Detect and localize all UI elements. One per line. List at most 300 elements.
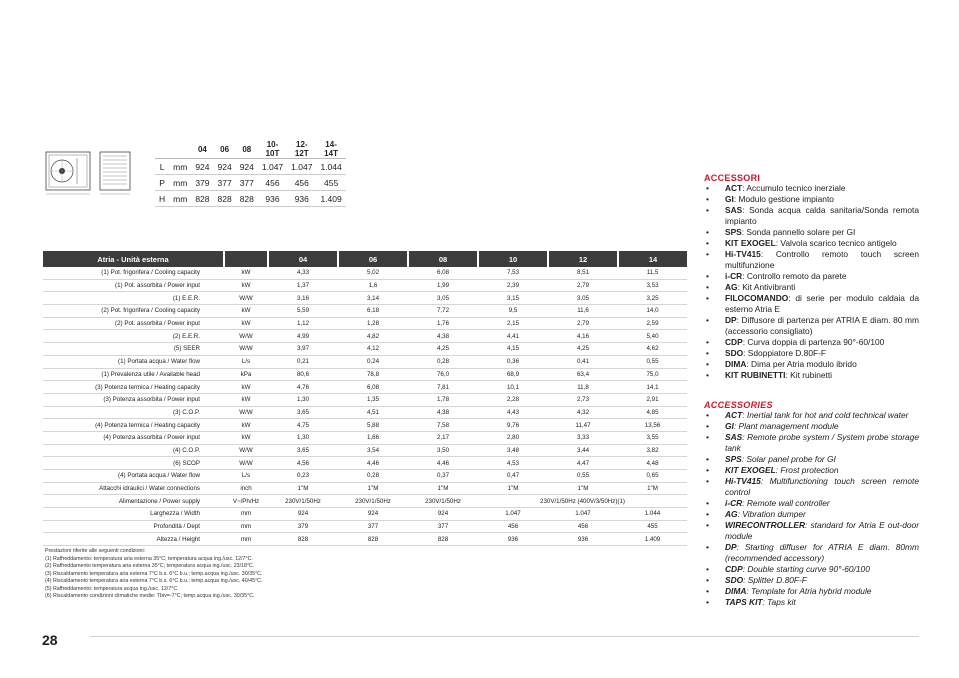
table-cell: 455 — [618, 520, 687, 533]
table-cell: 828 — [214, 191, 236, 207]
table-cell: 4,75 — [268, 419, 338, 432]
item-code: KIT EXOGEL — [725, 238, 776, 248]
table-cell: 4,46 — [338, 457, 408, 470]
table-cell: 924 — [408, 508, 478, 521]
table-cell: 1"M — [478, 482, 548, 495]
row-unit: mm — [224, 520, 268, 533]
table-cell: 1,37 — [268, 279, 338, 292]
table-cell: 1.047 — [548, 508, 618, 521]
table-row — [43, 457, 687, 470]
table-row — [43, 444, 687, 457]
table-cell: 4,33 — [268, 267, 338, 279]
table-cell: 80,6 — [268, 368, 338, 381]
dimensions-table — [155, 140, 346, 207]
table-cell: 3,55 — [618, 431, 687, 444]
table-cell: 0,47 — [478, 470, 548, 483]
table-cell: 2,28 — [478, 393, 548, 406]
table-cell: 0,28 — [338, 470, 408, 483]
table-cell: 1"M — [268, 482, 338, 495]
item-code: WIRECONTROLLER — [725, 520, 806, 530]
row-unit: kW — [224, 431, 268, 444]
item-code: TAPS KIT — [725, 597, 763, 607]
table-cell: 3,15 — [478, 292, 548, 305]
column-header: 04 — [268, 251, 338, 267]
list-item — [704, 238, 919, 249]
list-item — [704, 498, 919, 509]
table-cell: 4,62 — [618, 343, 687, 356]
list-item — [704, 359, 919, 370]
row-unit: mm — [224, 508, 268, 521]
table-cell: 4,99 — [268, 330, 338, 343]
row-unit: mm — [169, 191, 191, 207]
table-row — [43, 393, 687, 406]
table-cell: 0,65 — [618, 470, 687, 483]
table-row — [43, 470, 687, 483]
column-header: 08 — [236, 140, 258, 159]
table-row — [43, 381, 687, 394]
item-text: : di serie per modulo caldaia da esterno Atria E — [725, 293, 919, 314]
table-cell: 4,38 — [408, 406, 478, 419]
row-label: (1) Prevalenza utile / Available head — [43, 368, 224, 381]
row-label: (1) E.E.R. — [43, 292, 224, 305]
table-cell: 75,0 — [618, 368, 687, 381]
row-unit: V~/Ph/Hz — [224, 495, 268, 508]
note-line: (4) Riscaldamento temperatura aria esterna 7°C b.s. 6°C b.u.; temp.acqua ing./usc. 40/45°C. — [45, 578, 263, 584]
item-text: : Frost protection — [775, 465, 839, 475]
table-cell: 3,54 — [338, 444, 408, 457]
item-code: i-CR — [725, 498, 743, 508]
item-code: DP — [725, 542, 737, 552]
list-item — [704, 249, 919, 271]
table-cell: 7,81 — [408, 381, 478, 394]
row-label: Profondità / Dept — [43, 520, 224, 533]
list-item — [704, 476, 919, 498]
table-cell: 3,82 — [618, 444, 687, 457]
row-label: (2) Pot. assorbita / Power input — [43, 317, 224, 330]
table-cell: 0,23 — [268, 470, 338, 483]
table-cell: 1,30 — [268, 431, 338, 444]
table-cell: 230V/1/50Hz — [338, 495, 408, 508]
outdoor-unit-drawing-icon — [45, 150, 135, 198]
row-unit: mm — [169, 175, 191, 191]
item-code: ACT — [725, 410, 743, 420]
note-line: (1) Raffreddamento: temperatura aria esterna 35°C; temperatura acqua ing./usc. 12/7°C. — [45, 555, 253, 562]
row-label: (4) Portata acqua / Water flow — [43, 470, 224, 483]
list-item — [704, 205, 919, 227]
table-cell: 4,15 — [478, 343, 548, 356]
item-code: Hi-TV415 — [725, 249, 761, 259]
page-divider — [90, 636, 919, 637]
table-cell: 7,72 — [408, 305, 478, 318]
list-item — [704, 597, 919, 608]
item-text: : Controllo remoto touch screen multifunzione — [725, 249, 919, 270]
item-text: : Inertial tank for hot and cold technical water — [742, 410, 909, 420]
item-text: : Valvola scarico tecnico antigelo — [775, 238, 897, 248]
row-label: P — [155, 175, 169, 191]
item-text: : Multifunctioning touch screen remote control — [725, 476, 919, 497]
table-cell: 1.044 — [316, 159, 345, 175]
list-item — [704, 586, 919, 597]
row-unit: mm — [169, 159, 191, 175]
item-text: : Kit Antivibranti — [737, 282, 796, 292]
item-code: GI — [725, 194, 734, 204]
table-cell: 1"M — [618, 482, 687, 495]
table-cell: 828 — [408, 533, 478, 546]
row-unit: L/s — [224, 355, 268, 368]
item-code: KIT RUBINETTI — [725, 370, 786, 380]
row-label: (1) Pot. assorbita / Power input — [43, 279, 224, 292]
table-row — [43, 431, 687, 444]
row-unit: kW — [224, 279, 268, 292]
table-row — [43, 343, 687, 356]
table-cell: 924 — [214, 159, 236, 175]
item-text: : Remote probe system / System probe storage tank — [725, 432, 919, 453]
note-line: (6) Riscaldamento condizioni climatiche medie: Tbiv=-7°C; temp.acqua ing./usc. 30/35°C. — [45, 593, 255, 599]
table-cell: 3,33 — [548, 431, 618, 444]
table-cell: 828 — [338, 533, 408, 546]
item-text: : Modulo gestione impianto — [733, 194, 834, 204]
list-item — [704, 465, 919, 476]
table-row — [43, 317, 687, 330]
list-item — [704, 337, 919, 348]
column-header: 08 — [408, 251, 478, 267]
item-code: SPS — [725, 227, 742, 237]
notes — [45, 548, 262, 601]
list-item — [704, 227, 919, 238]
note-line: Prestazioni riferite alle seguenti condizioni: — [45, 548, 146, 554]
table-cell: 1,12 — [268, 317, 338, 330]
table-cell: 3,25 — [618, 292, 687, 305]
item-code: Hi-TV415 — [725, 476, 761, 486]
item-text: : Plant management module — [733, 421, 839, 431]
table-row — [43, 355, 687, 368]
note-line: (3) Riscaldamento temperatura aria esterna 7°C b.s. 6°C b.u.; temp.acqua ing./usc. 30/35°C. — [45, 570, 263, 577]
table-cell: 456 — [548, 520, 618, 533]
table-cell: 0,55 — [618, 355, 687, 368]
column-header: 12 — [548, 251, 618, 267]
item-code: DIMA — [725, 586, 747, 596]
table-cell: 379 — [191, 175, 213, 191]
item-text: : standard for Atria E out-door module — [725, 520, 919, 541]
row-label: (4) C.O.P. — [43, 444, 224, 457]
table-cell: 3,65 — [268, 444, 338, 457]
table-cell: 1.409 — [316, 191, 345, 207]
table-cell: 230V/1/50Hz — [268, 495, 338, 508]
row-label: (2) E.E.R. — [43, 330, 224, 343]
table-cell: 11,47 — [548, 419, 618, 432]
item-code: DP — [725, 315, 737, 325]
accessori-list — [704, 183, 919, 381]
item-code: DIMA — [725, 359, 747, 369]
table-row — [43, 533, 687, 546]
column-header: 10 — [478, 251, 548, 267]
item-code: AG — [725, 509, 738, 519]
item-code: SAS — [725, 432, 743, 442]
list-item — [704, 432, 919, 454]
note-line: (2) Raffreddamento temperatura aria esterna 35°C; temperatura acqua ing./usc. 23/18°C. — [45, 563, 255, 569]
table-cell: 377 — [408, 520, 478, 533]
item-code: SDO — [725, 348, 744, 358]
table-cell: 8,51 — [548, 267, 618, 279]
row-label: Alimentazione / Power supply — [43, 495, 224, 508]
list-item — [704, 410, 919, 421]
note-line: (5) Raffreddamento: temperatura acqua ing./usc. 12/7°C. — [45, 585, 179, 592]
list-item — [704, 348, 919, 359]
table-cell: 10,1 — [478, 381, 548, 394]
row-unit: kW — [224, 419, 268, 432]
list-item — [704, 282, 919, 293]
table-cell: 1,30 — [268, 393, 338, 406]
list-item — [704, 194, 919, 205]
list-item — [704, 271, 919, 282]
item-code: SAS — [725, 205, 743, 215]
list-item — [704, 183, 919, 194]
table-cell: 377 — [214, 175, 236, 191]
accessories-title: ACCESSORIES — [704, 400, 773, 410]
table-cell: 6,08 — [408, 267, 478, 279]
table-cell: 3,16 — [268, 292, 338, 305]
table-cell: 4,51 — [338, 406, 408, 419]
table-row — [155, 175, 346, 191]
row-unit: inch — [224, 482, 268, 495]
row-label: Larghezza / Width — [43, 508, 224, 521]
item-text: : Splitter D.80F-F — [743, 575, 807, 585]
table-cell: 4,25 — [408, 343, 478, 356]
column-header: 06 — [338, 251, 408, 267]
table-cell: 3,48 — [478, 444, 548, 457]
list-item — [704, 520, 919, 542]
table-cell: 3,50 — [408, 444, 478, 457]
specifications-table — [43, 251, 687, 546]
list-item — [704, 575, 919, 586]
table-cell: 78,8 — [338, 368, 408, 381]
table-cell: 14,0 — [618, 305, 687, 318]
table-cell: 2,73 — [548, 393, 618, 406]
item-text: : Sonda acqua calda sanitaria/Sonda remota impianto — [725, 205, 919, 226]
table-cell: 2,39 — [478, 279, 548, 292]
table-row — [43, 292, 687, 305]
table-cell: 3,44 — [548, 444, 618, 457]
table-row — [155, 191, 346, 207]
table-cell: 7,58 — [408, 419, 478, 432]
item-text: : Vibration dumper — [737, 509, 806, 519]
table-cell: 0,21 — [268, 355, 338, 368]
table-cell: 1,6 — [338, 279, 408, 292]
table-cell: 6,18 — [338, 305, 408, 318]
table-cell: 2,79 — [548, 279, 618, 292]
list-item — [704, 509, 919, 520]
table-cell: 68,9 — [478, 368, 548, 381]
item-text: : Accumulo tecnico inerziale — [742, 183, 846, 193]
row-unit: kPa — [224, 368, 268, 381]
table-cell: 1,76 — [408, 317, 478, 330]
table-title: Atria - Unità esterna — [43, 251, 224, 267]
table-cell: 1,78 — [408, 393, 478, 406]
list-item — [704, 564, 919, 575]
table-cell: 11,6 — [548, 305, 618, 318]
table-row — [43, 279, 687, 292]
row-unit: W/W — [224, 444, 268, 457]
table-cell: 2,59 — [618, 317, 687, 330]
table-cell: 0,41 — [548, 355, 618, 368]
table-cell: 5,02 — [338, 267, 408, 279]
table-cell: 1,66 — [338, 431, 408, 444]
table-cell: 2,15 — [478, 317, 548, 330]
table-cell: 455 — [316, 175, 345, 191]
row-label: (6) SCOP — [43, 457, 224, 470]
accessori-title: ACCESSORI — [704, 173, 761, 183]
list-item — [704, 421, 919, 432]
table-cell: 1,99 — [408, 279, 478, 292]
table-cell: 0,36 — [478, 355, 548, 368]
item-code: KIT EXOGEL — [725, 465, 776, 475]
merged-cell: 230V/1/50Hz (400V/3/50Hz)(1) — [478, 495, 687, 508]
list-item — [704, 293, 919, 315]
table-cell: 2,79 — [548, 317, 618, 330]
table-cell: 377 — [338, 520, 408, 533]
row-label: (1) Portata acqua / Water flow — [43, 355, 224, 368]
table-cell: 4,53 — [478, 457, 548, 470]
table-row — [43, 330, 687, 343]
item-code: GI — [725, 421, 734, 431]
table-cell: 456 — [258, 175, 287, 191]
row-unit: W/W — [224, 343, 268, 356]
item-text: : Sonda pannello solare per GI — [741, 227, 856, 237]
table-cell: 828 — [191, 191, 213, 207]
table-cell: 0,28 — [408, 355, 478, 368]
item-code: SPS — [725, 454, 742, 464]
item-code: CDP — [725, 564, 743, 574]
row-unit: W/W — [224, 330, 268, 343]
table-cell: 9,5 — [478, 305, 548, 318]
row-unit: kW — [224, 393, 268, 406]
item-text: : Controllo remoto da parete — [742, 271, 847, 281]
row-label: (3) Potenza assorbita / Power input — [43, 393, 224, 406]
table-cell: 1"M — [338, 482, 408, 495]
table-cell: 1.044 — [618, 508, 687, 521]
column-header: 12-12T — [287, 140, 316, 159]
table-cell: 1.409 — [618, 533, 687, 546]
table-cell: 4,47 — [548, 457, 618, 470]
table-row — [43, 419, 687, 432]
table-cell: 1.047 — [478, 508, 548, 521]
row-label: Attacchi idraulici / Water connections — [43, 482, 224, 495]
table-cell: 76,0 — [408, 368, 478, 381]
table-cell: 4,16 — [548, 330, 618, 343]
table-row — [43, 495, 687, 508]
list-item — [704, 542, 919, 564]
item-code: SDO — [725, 575, 744, 585]
table-cell: 3,97 — [268, 343, 338, 356]
table-cell: 0,24 — [338, 355, 408, 368]
item-code: ACT — [725, 183, 743, 193]
row-unit: W/W — [224, 406, 268, 419]
item-text: : Taps kit — [762, 597, 796, 607]
table-cell: 4,43 — [478, 406, 548, 419]
row-label: (4) Potenza assorbita / Power input — [43, 431, 224, 444]
table-cell: 1,35 — [338, 393, 408, 406]
table-cell: 230V/1/50Hz — [408, 495, 478, 508]
table-cell: 924 — [236, 159, 258, 175]
list-item — [704, 370, 919, 381]
table-cell: 11,5 — [618, 267, 687, 279]
table-cell: 1"M — [408, 482, 478, 495]
table-cell: 13,56 — [618, 419, 687, 432]
table-row — [43, 406, 687, 419]
table-cell: 936 — [287, 191, 316, 207]
item-text: : Diffusore di partenza per ATRIA E diam. 80 mm (accessorio consigliato) — [725, 315, 919, 336]
table-cell: 4,25 — [548, 343, 618, 356]
table-cell: 4,56 — [268, 457, 338, 470]
table-cell: 4,38 — [408, 330, 478, 343]
table-cell: 379 — [268, 520, 338, 533]
table-cell: 4,82 — [338, 330, 408, 343]
row-label: (3) Potenza termica / Heating capacity — [43, 381, 224, 394]
table-cell: 924 — [268, 508, 338, 521]
table-row — [155, 159, 346, 175]
table-cell: 4,46 — [408, 457, 478, 470]
table-cell: 828 — [236, 191, 258, 207]
table-cell: 14,1 — [618, 381, 687, 394]
item-code: i-CR — [725, 271, 743, 281]
table-cell: 377 — [236, 175, 258, 191]
table-cell: 1.047 — [258, 159, 287, 175]
page-number: 28 — [42, 632, 58, 648]
row-unit: mm — [224, 533, 268, 546]
table-row — [43, 520, 687, 533]
row-label: (2) Pot. frigorifera / Cooling capacity — [43, 305, 224, 318]
column-header: 04 — [191, 140, 213, 159]
table-cell: 456 — [478, 520, 548, 533]
table-cell: 4,12 — [338, 343, 408, 356]
row-unit: kW — [224, 381, 268, 394]
table-cell: 924 — [338, 508, 408, 521]
table-cell: 2,80 — [478, 431, 548, 444]
item-text: : Double starting curve 90°-60/100 — [742, 564, 870, 574]
item-text: : Remote wall controller — [742, 498, 830, 508]
table-cell: 0,37 — [408, 470, 478, 483]
row-label: (1) Pot. frigorifera / Cooling capacity — [43, 267, 224, 279]
accessories-list — [704, 410, 919, 608]
table-cell: 4,41 — [478, 330, 548, 343]
table-row — [43, 368, 687, 381]
table-cell: 3,05 — [548, 292, 618, 305]
list-item — [704, 454, 919, 465]
table-cell: 4,32 — [548, 406, 618, 419]
row-unit: kW — [224, 305, 268, 318]
table-cell: 936 — [478, 533, 548, 546]
item-text: : Starting diffuser for ATRIA E diam. 80mm (recommended accessory) — [725, 542, 919, 563]
list-item — [704, 315, 919, 337]
row-label: L — [155, 159, 169, 175]
table-row — [43, 482, 687, 495]
table-cell: 3,65 — [268, 406, 338, 419]
row-label: (3) C.O.P. — [43, 406, 224, 419]
row-label: Altezza / Height — [43, 533, 224, 546]
column-header: 14-14T — [316, 140, 345, 159]
column-header: 06 — [214, 140, 236, 159]
column-header: 14 — [618, 251, 687, 267]
row-unit: W/W — [224, 292, 268, 305]
item-code: FILOCOMANDO — [725, 293, 789, 303]
table-cell: 5,40 — [618, 330, 687, 343]
row-unit: W/W — [224, 457, 268, 470]
item-text: : Sdoppiatore D.80F-F — [743, 348, 827, 358]
table-cell: 2,17 — [408, 431, 478, 444]
column-header: 10-10T — [258, 140, 287, 159]
item-text: : Curva doppia di partenza 90°-60/100 — [742, 337, 885, 347]
row-unit: L/s — [224, 470, 268, 483]
